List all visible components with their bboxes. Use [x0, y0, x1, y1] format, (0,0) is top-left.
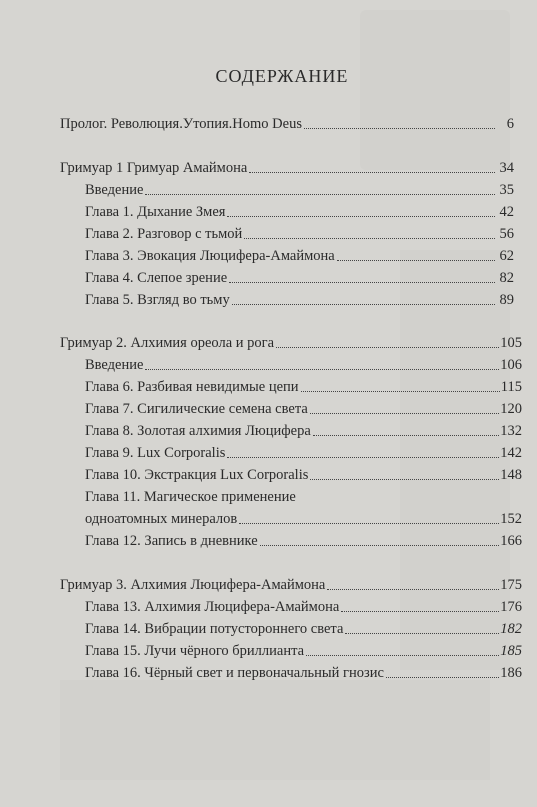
toc-entry-page: 42 [499, 204, 514, 220]
toc-entry-label: Глава 15. Лучи чёрного бриллианта [85, 643, 305, 659]
dot-leader [306, 654, 499, 656]
dot-leader [232, 303, 495, 305]
toc-entry-label: Глава 12. Запись в дневнике [85, 533, 258, 549]
dot-leader [229, 281, 495, 283]
toc-entry-page: 34 [499, 160, 514, 176]
toc-entry-label: Глава 6. Разбивая невидимые цепи [85, 379, 299, 395]
toc-entry [85, 594, 522, 616]
dot-leader [227, 456, 499, 458]
dot-leader [313, 434, 499, 436]
toc-entry-page: 82 [499, 270, 514, 286]
dot-leader [341, 610, 499, 612]
toc-entry [85, 221, 514, 243]
toc-entry-page: 176 [500, 599, 522, 615]
dot-leader [227, 215, 495, 217]
toc-entry [85, 177, 514, 199]
dot-leader [244, 237, 495, 239]
toc-entry-page: 182 [500, 621, 522, 637]
dot-leader [145, 368, 499, 370]
toc-entry-label: Гримуар 3. Алхимия Люцифера-Амаймона [60, 577, 326, 593]
toc-entry-label: Глава 4. Слепое зрение [85, 270, 228, 286]
toc-entry [85, 374, 522, 396]
dot-leader [386, 676, 499, 678]
dot-leader [301, 390, 500, 392]
toc-entry [85, 199, 514, 221]
toc-entry-label: Глава 16. Чёрный свет и первоначальный гнозис [85, 665, 384, 681]
toc-entry [85, 528, 522, 550]
toc-entry-label: Глава 11. Магическое применение [85, 489, 296, 505]
toc-entry [85, 287, 514, 309]
toc-entry-label: Глава 9. Lux Corporalis [85, 445, 226, 461]
toc-entry-page: 105 [500, 335, 522, 351]
toc-entry-label: Глава 7. Сигилические семена света [85, 401, 308, 417]
toc-entry-page: 132 [500, 423, 522, 439]
page-title: СОДЕРЖАНИЕ [215, 66, 349, 86]
dot-leader [345, 632, 499, 634]
toc-entry-page: 186 [500, 665, 522, 681]
toc-entry-page: 35 [499, 182, 514, 198]
toc-entry [85, 440, 522, 462]
toc-entry-page: 6 [506, 116, 514, 132]
toc-entry-grimoire-2 [60, 330, 522, 352]
toc-entry-page: 152 [500, 511, 522, 527]
toc-entry-label: Гримуар 2. Алхимия ореола и рога [60, 335, 275, 351]
toc-entry-label: Глава 2. Разговор с тьмой [85, 226, 243, 242]
toc-entry-page: 106 [500, 357, 522, 373]
toc-entry-page: 62 [499, 248, 514, 264]
toc-entry [85, 616, 522, 638]
toc-entry-label: Пролог. Революция.Утопия.Homo Deus [60, 116, 302, 132]
toc-entry [85, 660, 522, 682]
dot-leader [145, 193, 495, 195]
toc-entry-label-continued: одноатомных минералов [85, 511, 238, 527]
toc-entry-page: 166 [500, 533, 522, 549]
dot-leader [239, 522, 499, 524]
toc-entry-grimoire-3 [60, 572, 522, 594]
dot-leader [310, 478, 499, 480]
toc-entry-grimoire-1 [60, 155, 514, 177]
toc-entry-label: Глава 5. Взгляд во тьму [85, 292, 230, 308]
toc-entry-prologue [60, 111, 514, 133]
toc-entry [85, 462, 522, 484]
toc-entry-page: 148 [500, 467, 522, 483]
toc-entry-page: 142 [500, 445, 522, 461]
toc-entry-label: Введение [85, 357, 144, 373]
toc-entry [85, 638, 522, 660]
toc-entry-label: Гримуар 1 Гримуар Амаймона [60, 160, 248, 176]
toc-entry-page: 185 [500, 643, 522, 659]
toc-entry [85, 506, 522, 528]
toc-entry-label: Глава 8. Золотая алхимия Люцифера [85, 423, 311, 439]
toc-entry-page: 56 [499, 226, 514, 242]
dot-leader [327, 588, 499, 590]
toc-entry-label: Глава 3. Эвокация Люцифера-Амаймона [85, 248, 335, 264]
toc-entry [85, 265, 514, 287]
dot-leader [260, 544, 500, 546]
dot-leader [310, 412, 499, 414]
toc-entry [85, 352, 522, 374]
toc-entry [85, 243, 514, 265]
toc-entry-label: Глава 13. Алхимия Люцифера-Амаймона [85, 599, 340, 615]
dot-leader [337, 259, 495, 261]
toc-entry-label: Глава 10. Экстракция Lux Corporalis [85, 467, 309, 483]
toc-entry [85, 396, 522, 418]
toc-entry-label: Глава 14. Вибрации потустороннего света [85, 621, 344, 637]
dot-leader [249, 171, 495, 173]
toc-entry-label: Введение [85, 182, 144, 198]
dot-leader [276, 346, 499, 348]
toc-entry-page: 115 [500, 379, 522, 395]
toc-entry [85, 418, 522, 440]
toc-entry-page: 175 [500, 577, 522, 593]
dot-leader [304, 127, 495, 129]
toc-entry-page: 120 [500, 401, 522, 417]
toc-entry-label: Глава 1. Дыхание Змея [85, 204, 226, 220]
toc-entry-page: 89 [499, 292, 514, 308]
toc-page [52, 0, 522, 807]
